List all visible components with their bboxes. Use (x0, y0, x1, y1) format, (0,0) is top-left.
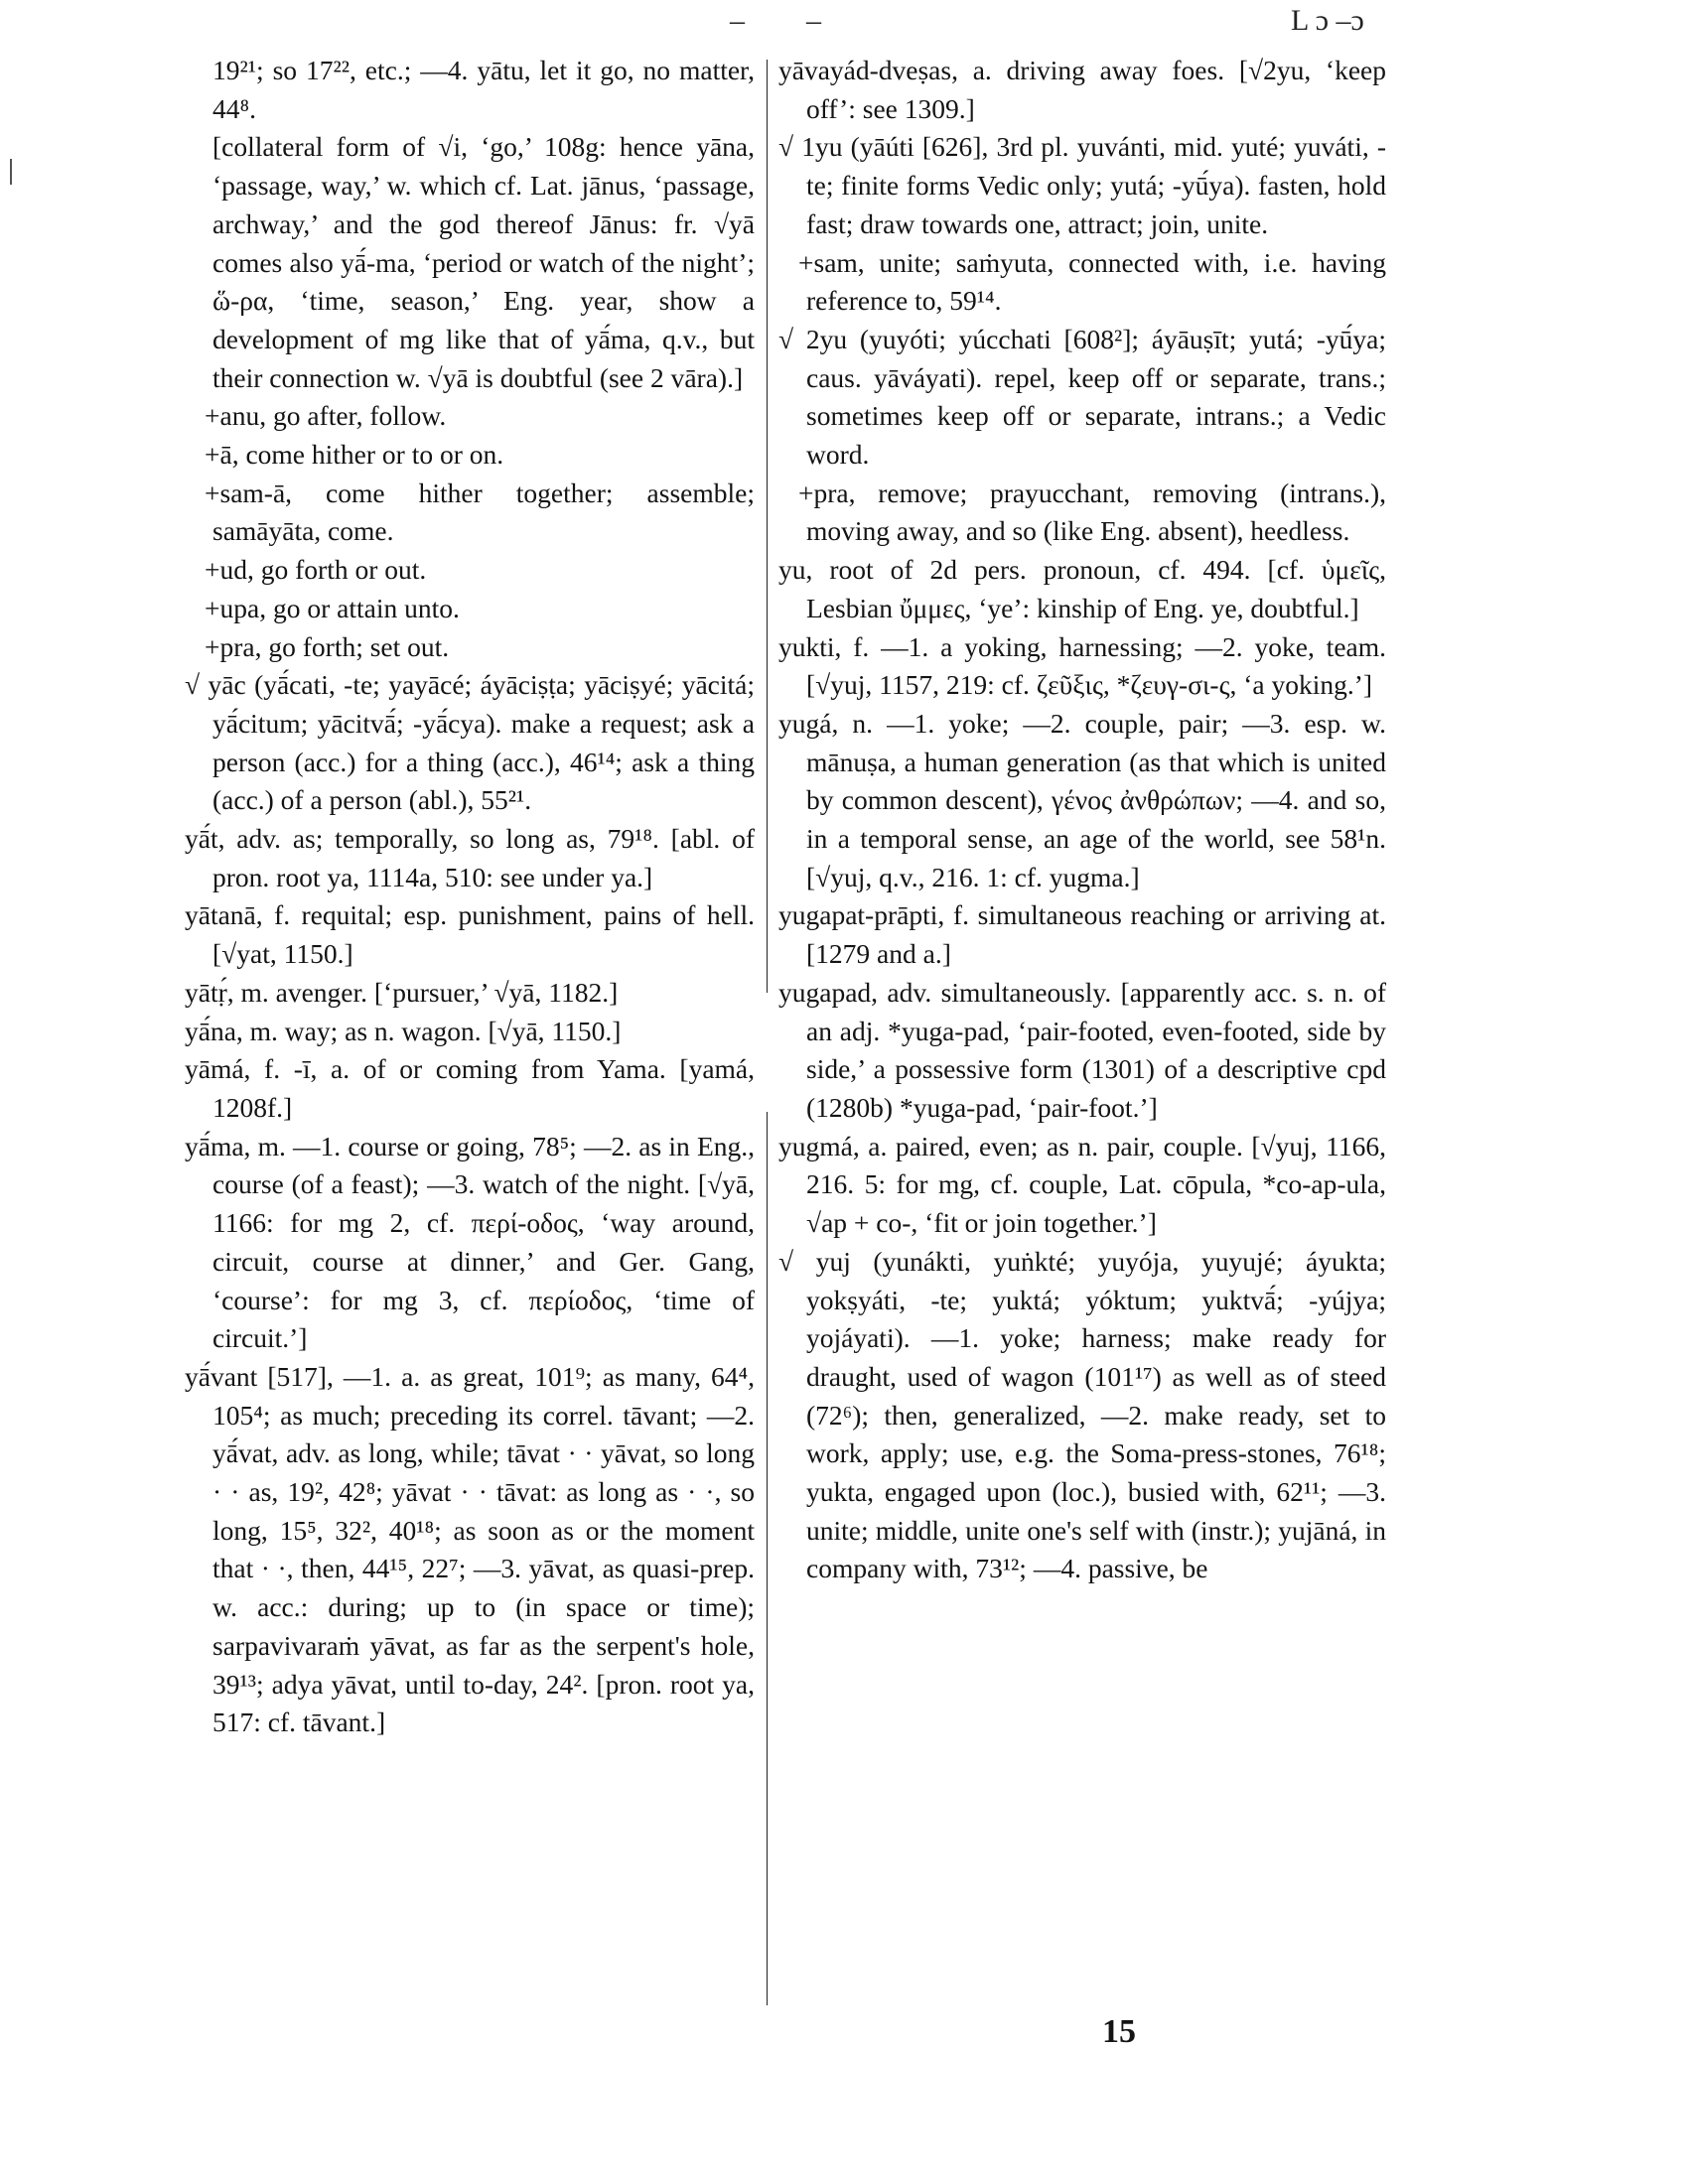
dictionary-entry: yā́ma, m. —1. course or going, 78⁵; —2. as in Eng., course (of a feast); —3. watch of the night. [√yā, 1166: for mg 2, cf. περί-οδος, ‘way around, circuit, course at dinner,’ and Ger. Gang, ‘course’: for mg 3, cf. περίοδος, ‘time of circuit.’] (185, 1130, 755, 1354)
dictionary-entry: +ā, come hither or to or on. (205, 439, 504, 471)
dictionary-entry: yātṛ́, m. avenger. [‘pursuer,’ √yā, 1182.] (185, 976, 619, 1008)
dictionary-entry: √ 1yu (yāúti [626], 3rd pl. yuvánti, mid. yuté; yuváti, -te; finite forms Vedic only; yutá; -yū́ya). fasten, hold fast; draw towards one, attract; join, unite. (778, 131, 1386, 239)
dictionary-entry: +anu, go after, follow. (205, 400, 447, 432)
column-divider-lower (767, 1112, 768, 2005)
dictionary-entry: +pra, remove; prayucchant, removing (intrans.), moving away, and so (like Eng. absent), heedless. (798, 477, 1386, 547)
dictionary-entry: +sam-ā, come hither together; assemble; samāyāta, come. (205, 477, 755, 547)
dictionary-entry: yugá, n. —1. yoke; —2. couple, pair; —3. esp. w. mānuṣa, a human generation (as that which is united by common descent), γένος ἀνθρώπων; —4. and so, in a temporal sense, an age of the world, see 58¹n. [√yuj, q.v., 216. 1: cf. yugma.] (778, 707, 1386, 892)
dictionary-entry: yāvayád-dveṣas, a. driving away foes. [√2yu, ‘keep off’: see 1309.] (778, 55, 1386, 124)
dictionary-entry: √ yāc (yā́cati, -te; yayācé; áyāciṣṭa; yāciṣyé; yācitá; yā́citum; yācitvā́; -yā́cya). make a request; ask a person (acc.) for a thing (acc.), 46¹⁴; ask a thing (acc.) of a person (abl.), 55²¹. (185, 669, 755, 816)
header-mark-3: L ɔ –ɔ (1291, 4, 1364, 37)
dictionary-entry: yugapat-prāpti, f. simultaneous reaching or arriving at. [1279 and a.] (778, 899, 1386, 970)
page-number: 15 (1102, 2013, 1136, 2050)
dictionary-entry: yā́vant [517], —1. a. as great, 101⁹; as many, 64⁴, 105⁴; as much; preceding its correl. tāvant; —2. yā́vat, adv. as long, while; tāvat · · yāvat, so long · · as, 19², 42⁸; yāvat · · tāvat: as long as · ·, so long, 15⁵, 32², 40¹⁸; as soon as or the moment that · ·, then, 44¹⁵, 22⁷; —3. yāvat, as quasi-prep. w. acc.: during; up to (in space or time); sarpavivaraṁ yāvat, as far as the serpent's hole, 39¹³; adya yāvat, until to-day, 24². [pron. root ya, 517: cf. tāvant.] (185, 1360, 755, 1738)
left-column (185, 52, 755, 1742)
dictionary-entry: [collateral form of √i, ‘go,’ 108g: hence yāna, ‘passage, way,’ w. which cf. Lat. jānus, ‘passage, archway,’ and the god thereof Jānus: fr. √yā comes also yā́-ma, ‘period or watch of the night’; ὥ-ρα, ‘time, season,’ Eng. year, show a development of mg like that of yā́ma, q.v., but their connection w. √yā is doubtful (see 2 vāra).] (212, 131, 755, 393)
column-divider (767, 60, 768, 993)
dictionary-entry: yugapad, adv. simultaneously. [apparently acc. s. n. of an adj. *yuga-pad, ‘pair-footed, even-footed, side by side,’ a possessive form (1301) of a descriptive cpd (1280b) *yuga-pad, ‘pair-foot.’] (778, 976, 1386, 1123)
dictionary-entry: yātanā, f. requital; esp. punishment, pains of hell. [√yat, 1150.] (185, 899, 755, 970)
header-mark-1: – (730, 4, 745, 37)
dictionary-entry: +pra, go forth; set out. (205, 630, 450, 662)
dictionary-entry: √ 2yu (yuyóti; yúcchati [608²]; áyāuṣīt; yutá; -yū́ya; caus. yāváyati). repel, keep off or separate, trans.; sometimes keep off or separate, intrans.; a Vedic word. (778, 323, 1386, 471)
dictionary-entry: yu, root of 2d pers. pronoun, cf. 494. [cf. ὑμεῖς, Lesbian ὔμμες, ‘ye’: kinship of Eng. ye, doubtful.] (778, 554, 1386, 623)
dictionary-entry: yāmá, f. -ī, a. of or coming from Yama. [yamá, 1208f.] (185, 1053, 755, 1123)
dictionary-entry: yukti, f. —1. a yoking, harnessing; —2. yoke, team. [√yuj, 1157, 219: cf. ζεῦξις, *ζευγ-σι-ς, ‘a yoking.’] (778, 630, 1386, 701)
dictionary-entry: yā́t, adv. as; temporally, so long as, 79¹⁸. [abl. of pron. root ya, 1114a, 510: see under ya.] (185, 823, 755, 892)
dictionary-entry: √ yuj (yunákti, yuṅkté; yuyója, yuyujé; áyukta; yokṣyáti, -te; yuktá; yóktum; yuktvā́; -yújya; yojáyati). —1. yoke; harness; make ready for draught, used of wagon (101¹⁷) as well as of steed (72⁶); then, generalized, —2. make ready, set to work, apply; use, e.g. the Soma-press-stones, 76¹⁸; yukta, engaged upon (loc.), busied with, 62¹¹; —3. unite; middle, unite one's self with (instr.); yujāná, in company with, 73¹²; —4. passive, be (778, 1245, 1386, 1584)
margin-mark (10, 159, 12, 185)
dictionary-entry: 19²¹; so 17²², etc.; —4. yātu, let it go, no matter, 44⁸. (212, 55, 755, 124)
dictionary-entry: +sam, unite; saṁyuta, connected with, i.e. having reference to, 59¹⁴. (798, 246, 1386, 317)
dictionary-entry: +upa, go or attain unto. (205, 592, 460, 623)
dictionary-entry: yā́na, m. way; as n. wagon. [√yā, 1150.] (185, 1015, 622, 1046)
dictionary-entry: yugmá, a. paired, even; as n. pair, couple. [√yuj, 1166, 216. 5: for mg, cf. couple, Lat. cōpula, *co-ap-ula, √ap + co-, ‘fit or join together.’] (778, 1130, 1386, 1239)
top-marks (0, 0, 1688, 40)
header-mark-2: – (806, 4, 821, 37)
right-column (778, 52, 1386, 1588)
dictionary-entry: +ud, go forth or out. (205, 554, 427, 586)
